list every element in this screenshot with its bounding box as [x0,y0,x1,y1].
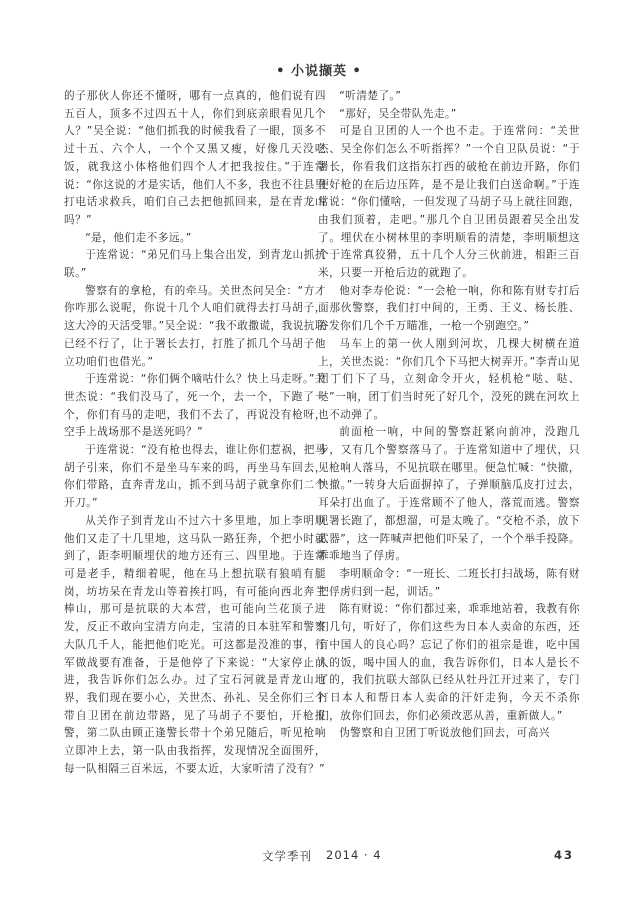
paragraph: 于连常说：“弟兄们马上集合出发，到青龙山抓抗联。” [64,249,326,280]
paragraph: 前面枪一响，中间的警察赶紧向前冲，没跑几步，又有几个警察落马了。于连常知道中了埋伏，只见枪响人落马，不见抗联在哪里。便急忙喊：“快撤，快撤。”一转身大后面摒掉了，子弹顺脑瓜皮打过去，耳朵打出血了。于连常顾不了他人，落荒而逃。警察见署长跑了，都想溜，可是太晚了。“交枪不杀，放下武器”，这一阵喊声把他们吓呆了，一个个举手投降。乖乖地当了俘虏。 [318,426,580,563]
journal-name: 文学季刊 [262,849,312,863]
paragraph: 警察有的拿枪，有的牵马。关世杰问吴全：“方才你咋那么说呢，你说十几个人咱们就得去打马胡子，这大冷的天活受罪。”吴全说：“我不敢撒谎，我说抗联已经不行了，让于署长去打，打胜了抓几个马胡子他立功咱们也借光。” [64,284,326,368]
paragraph: “听清楚了。” [339,90,402,102]
paragraph: 伪警察和自卫团丁听说放他们回去，可高兴 [339,727,550,740]
paragraph: 的子那伙人你还不懂呀，哪有一点真的，他们说有四五百人，顶多不过四五十人，你们到底亲眼看见几个人？”吴全说：“他们抓我的时候我看了一眼，顶多不过十五、六个人，一个个又黑又瘦，好像几天没吃饭，就我这小体格他们四个人才把我按住。”于连常说：“你这说的才是实话，他们人不多，我也不往县里打电话求救兵，咱们自己去把他抓回来，是在青龙山吗？” [64,90,326,226]
page-number: 43 [553,848,574,862]
paragraph: “是，他们走不多远。” [85,231,192,244]
paragraph: 可是自卫团的人一个也不走。于连常问：“关世杰、吴全你们怎么不听指挥？”一个自卫队员说：“于署长，你看我们这指东打西的破枪在前边开路，你们便好枪的在后边压阵，是不是让我们白送命啊。”于连常说：“你们懂啥，一但发现了马胡子马上就往回跑，由我们顶着，走吧。”那几个自卫团员跟着吴全出发了。埋伏在小树林里的李明顺看的清楚，李明顺想这个于连常真狡猾，五十几个人分三伙前进，相距三百米，只要一开枪后边的就跑了。 [318,125,580,280]
paragraph: 马车上的第一伙人刚到河坎，几棵大树横在道上，关世杰说：“你们几个下马把大树弄开。”李青山见团丁们下了马，立刻命令开火，轻机枪“哒、哒、哒”一响，团丁们当时死了好几个，没死的跳在河坎上也不动弹了。 [318,337,580,421]
right-text-column [318,88,580,743]
paragraph: 他对李寿伦说：“一会枪一响，你和陈有财专打后面那伙警察，我们打中间的，王勇、王义、杨长胜、谷发你们几个千万瞄准，一枪一个别跑空。” [318,284,580,333]
paragraph: 李明顺命令：“一班长、二班长打扫战场，陈有财把俘虏归到一起，训话。” [318,567,580,598]
issue-number: 2014 · 4 [326,848,382,862]
left-text-column [64,88,326,778]
paragraph: 陈有财说：“你们都过来，乖乖地站着，我教有你们几句，听好了，你们这些为日本人卖命的东西，还有中国人的良心吗？忘记了你们的祖宗是谁，吃中国人的饭，喝中国人的血，我告诉你们，日本人是长不了的，我们抗联大部队已经从牡丹江开过来了，专门打日本人和帮日本人卖命的汗奸走狗，今天不杀你们，放你们回去，你们必须改恶从善，重新做人。” [318,603,580,722]
paragraph: “那好，吴全带队先走。” [339,107,457,120]
paragraph: 于连常说：“没有枪也得去，谁让你们惹祸，把马胡子引来，你们不是坐马车来的吗，再坐马车回去，你们带路，直奔青龙山，抓不到马胡子就拿你们二个开刀。” [64,444,326,510]
paragraph: 从关作子到青龙山不过六十多里地，加上李明顺他们又走了十几里地，这马队一路狂奔，个把小时就到了，距李明顺埋伏的地方还有三、四里地。于连常可是老手，精细着呢，他在马上想抗联有狼哨有腿岗，坊坊呆在青龙山等着挨打吗，有可能向西北奔兰棒山，那可是抗联的大本营，也可能向兰花顶子进发，反正不敢向宝清方向走，宝清的日本驻军和警察大队几千人，能把他们吃光。可这都是没准的事，行军做战要有准备，于是他停了下来说：“大家停止前进，我告诉你们怎么办。过了宝石河就是青龙山地界，我们现在要小心，关世杰、孙礼、吴全你们三个带自卫团在前边带路，见了马胡子不要怕，开枪报警，第二队由顾正逢警长带十个弟兄随后，听见枪响立即冲上去，第一队由我指挥，发现情况全面围歼，每一队相隔三百米远，不要太近，大家听清了没有？” [64,514,326,775]
section-title: • 小说撷英 • [276,64,362,79]
paragraph: 于连常说：“你们俩个嘀咕什么？快上马走呀。”关世杰说：“我们没马了，死一个，去一个，下跑了一个，你们有马的走吧，我们不去了，再说没有枪呀，空手上战场那不是送死吗？” [64,373,326,439]
